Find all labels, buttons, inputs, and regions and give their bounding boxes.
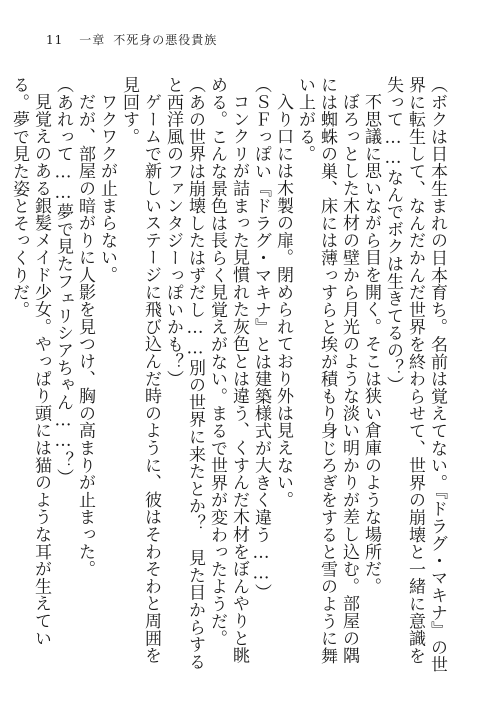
page-number: 11 (46, 33, 64, 47)
paragraph: だが、部屋の暗がりに人影を見つけ、胸の高まりが止まった。 (75, 93, 95, 578)
vertical-body-text (9, 76, 448, 676)
chapter-label: 一章 (79, 33, 106, 47)
paragraph: 入り口には木製の扉。閉められており外は見えない。 (273, 93, 293, 509)
paragraph: コンクリが詰まった見慣れた灰色とは違う、くすんだ木材をぼんやりと眺める。こんな景色は長らく見覚えがない。まるで世界が変わったようだ。 (207, 76, 249, 664)
paragraph: ぼろっとした木材の壁から月光のような淡い明かりが差し込む。部屋の隅には蜘蛛の巣、床には薄っすらと埃が積もり身じろぎをすると雪のように舞い上がる。 (295, 76, 359, 665)
chapter-title: 不死身の悪役貴族 (113, 33, 218, 47)
running-header (46, 31, 217, 48)
paragraph: 見覚えのある銀髪メイド少女。やっぱり頭には猫のような耳が生えている。夢で見た姿とそっくりだ。 (9, 76, 51, 647)
paragraph: （あの世界は崩壊したはずだし……別の世界に来たとか？ 見た目からすると西洋風のファンタジーっぽいかも？） (163, 76, 205, 671)
paragraph: ワクワクが止まらない。 (97, 93, 117, 284)
paragraph: （あれって……夢で見たフェリシアちゃん……？） (53, 76, 73, 486)
paragraph: （ＳＦっぽい『ドラグ・マキナ』とは建築様式が大きく違う……） (251, 76, 271, 601)
paragraph: 不思議に思いながら目を開く。そこは狭い倉庫のような場所だ。 (361, 93, 381, 595)
paragraph: （ボクは日本生まれの日本育ち。名前は覚えてない。『ドラグ・マキナ』の世界に転生して、なんだかんだ世界を終わらせて、世界の崩壊と一緒に意識を失って……なんでボクは生きてるの？） (383, 76, 447, 673)
paragraph: ゲームで新しいステージに飛び込んだ時のように、彼はそわそわと周囲を見回す。 (119, 76, 161, 664)
